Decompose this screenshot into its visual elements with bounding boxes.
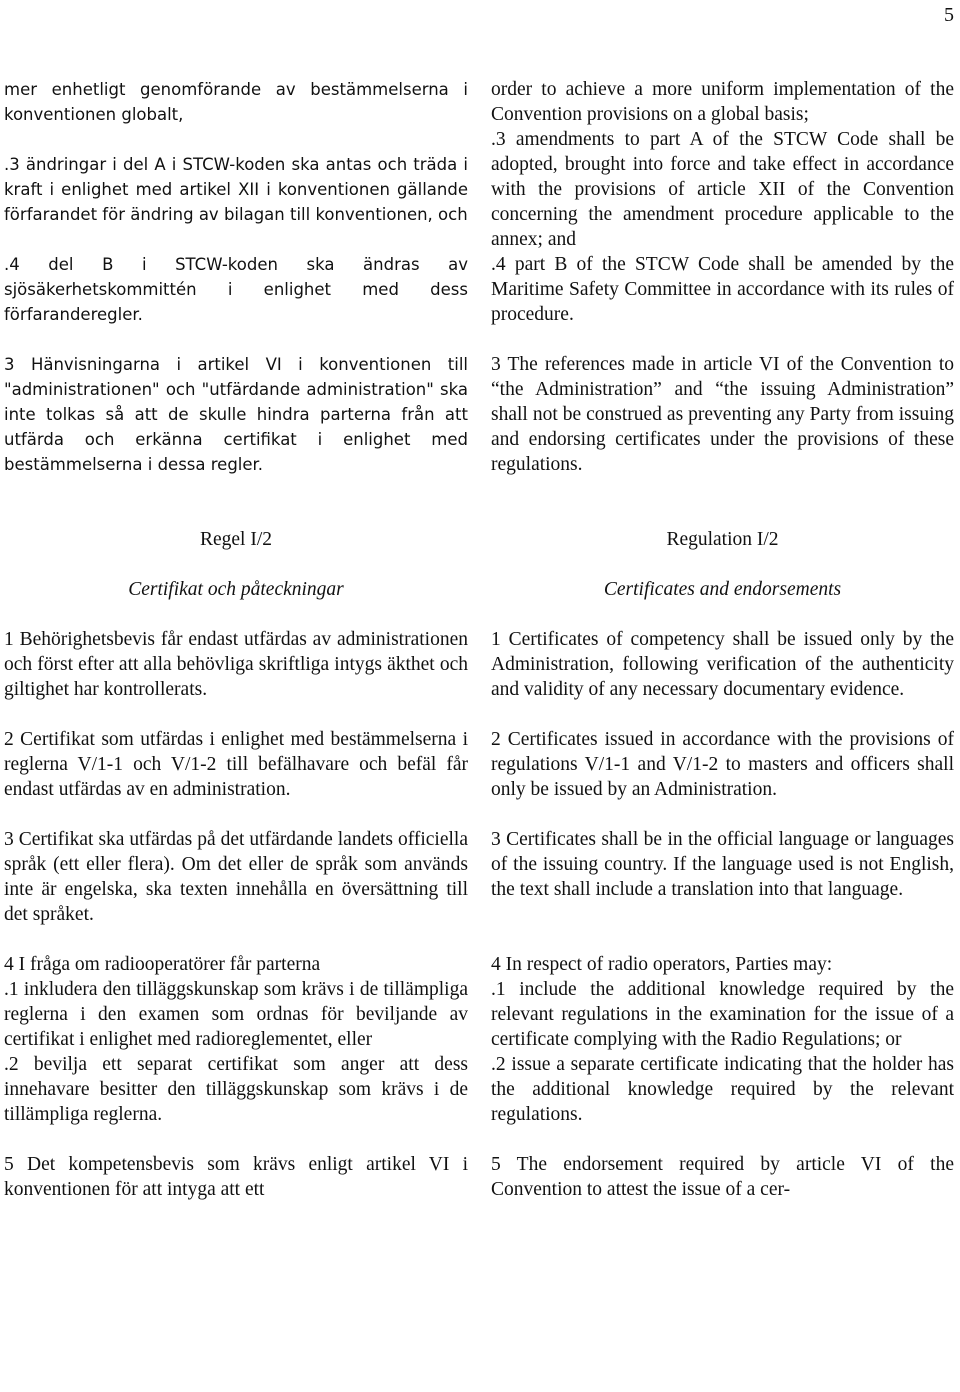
sv-regulation-subheading: Certifikat och påteckningar: [128, 579, 344, 600]
sv-paragraph-continuation: mer enhetligt genomförande av bestämmelserna i konventionen globalt,: [4, 80, 468, 124]
sv-rule-1: 1 Behörighetsbevis får endast utfärdas av administrationen och först efter att alla behövliga skriftliga intygs äkthet och giltighet har kontrollerats.: [4, 629, 468, 700]
en-rule-1: 1 Certificates of competency shall be issued only by the Administration, following verification of the authenticity and validity of any necessary documentary evidence.: [491, 629, 954, 700]
en-rule-3: 3 Certificates shall be in the official language or languages of the issuing country. If the language used is not English, the text shall include a translation into that language.: [491, 829, 954, 900]
sv-paragraph-references: 3 Hänvisningarna i artikel VI i konventionen till "administrationen" och "utfärdande administration" ska inte tolkas så att de skulle hindra parterna från att utfärda och erkänna certifikat i enlighet med bestämmelserna i dessa regler.: [4, 355, 468, 474]
sv-paragraph-3-amendments: .3 ändringar i del A i STCW-koden ska antas och träda i kraft i enlighet med artikel XII i konventionen gällande förfarandet för ändring av bilagan till konventionen, och: [4, 155, 468, 224]
en-rule-4-item-2: .2 issue a separate certificate indicating that the holder has the additional knowledge required by the relevant regulations.: [491, 1054, 954, 1125]
en-paragraph-4-part-b: .4 part B of the STCW Code shall be amended by the Maritime Safety Committee in accordance with its rules of procedure.: [491, 254, 954, 325]
sv-regulation-heading: Regel I/2: [199, 529, 273, 550]
en-paragraph-continuation: order to achieve a more uniform implementation of the Convention provisions on a global basis;: [491, 79, 954, 125]
en-regulation-heading: Regulation I/2: [666, 529, 779, 550]
sv-rule-3: 3 Certifikat ska utfärdas på det utfärdande landets officiella språk (ett eller flera). Om det eller de språk som används inte är engelska, ska texten innehålla en översättning till det språket.: [4, 829, 468, 925]
en-rule-5: 5 The endorsement required by article VI of the Convention to attest the issue of a cer-: [491, 1154, 954, 1200]
en-rule-4-item-1: .1 include the additional knowledge required by the relevant regulations in the examination for the issue of a certificate complying with the Radio Regulations; or: [491, 979, 954, 1050]
page-number: 5: [944, 4, 954, 26]
en-rule-4-intro: 4 In respect of radio operators, Parties may:: [491, 954, 833, 975]
en-regulation-subheading: Certificates and endorsements: [603, 579, 842, 600]
sv-paragraph-4-part-b: .4 del B i STCW-koden ska ändras av sjösäkerhetskommittén i enlighet med dess förfaranderegler.: [4, 255, 468, 324]
sv-rule-2: 2 Certifikat som utfärdas i enlighet med bestämmelserna i reglerna V/1-1 och V/1-2 till befälhavare och befäl får endast utfärdas av en administration.: [4, 729, 468, 800]
sv-rule-5: 5 Det kompetensbevis som krävs enligt artikel VI i konventionen för att intyga att ett: [4, 1154, 468, 1200]
english-column: [491, 77, 954, 1202]
sv-rule-4-intro: 4 I fråga om radiooperatörer får parterna: [4, 954, 321, 975]
sv-rule-4-item-2: .2 bevilja ett separat certifikat som anger att dess innehavare besitter den tilläggskunskap som krävs i de tillämpliga reglerna.: [4, 1054, 468, 1125]
en-paragraph-3-amendments: .3 amendments to part A of the STCW Code shall be adopted, brought into force and take effect in accordance with the provisions of article XII of the Convention concerning the amendment procedure applicable to the annex; and: [491, 129, 954, 250]
sv-rule-4-item-1: .1 inkludera den tilläggskunskap som krävs i de tillämpliga reglerna i den examen som ordnas för beviljande av certifikat i enlighet med radioreglementet, eller: [4, 979, 468, 1050]
en-rule-2: 2 Certificates issued in accordance with the provisions of regulations V/1-1 and V/1-2 to masters and officers shall only be issued by an Administration.: [491, 729, 954, 800]
en-paragraph-references: 3 The references made in article VI of the Convention to “the Administration” and “the issuing Administration” shall not be construed as preventing any Party from issuing and endorsing certificates under the provisions of these regulations.: [491, 354, 954, 475]
swedish-column: [4, 77, 468, 1202]
